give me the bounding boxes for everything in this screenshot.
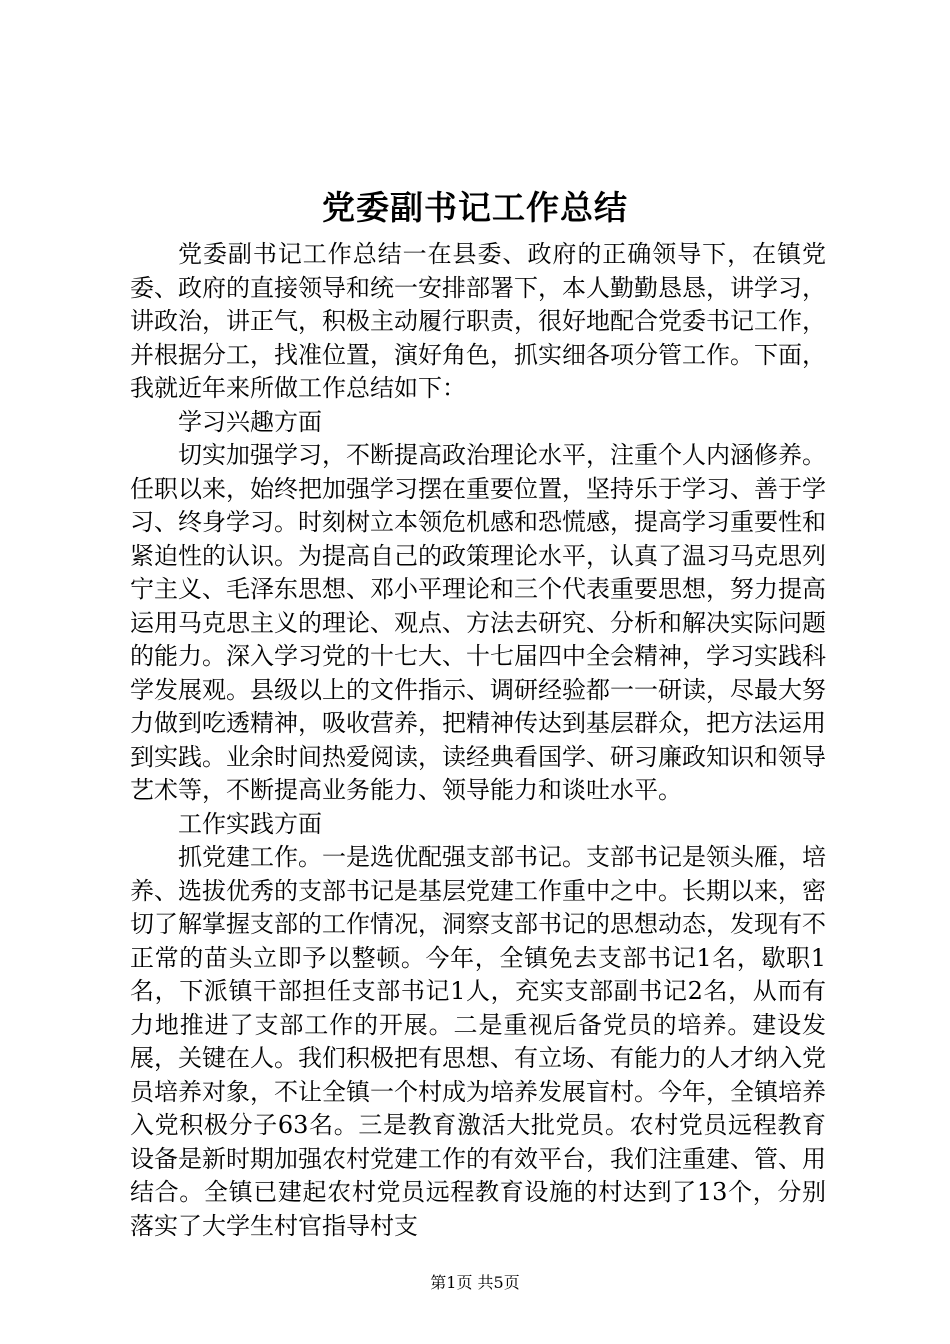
document-body: [130, 238, 826, 1243]
section-heading-practice: 工作实践方面: [178, 809, 322, 838]
paragraph-intro: 党委副书记工作总结一在县委、政府的正确领导下，在镇党委、政府的直接领导和统一安排部署下，本人勤勤恳恳，讲学习，讲政治，讲正气，积极主动履行职责，很好地配合党委书记工作，并根据分工，找准位置，演好角色，抓实细各项分管工作。下面，我就近年来所做工作总结如下：: [130, 240, 826, 402]
page-number-footer: 第1页 共5页: [430, 1273, 520, 1292]
paragraph-practice: 抓党建工作。一是选优配强支部书记。支部书记是领头雁，培养、选拔优秀的支部书记是基层党建工作重中之中。长期以来，密切了解掌握支部的工作情况，洞察支部书记的思想动态，发现有不正常的苗头立即予以整顿。今年，全镇免去支部书记1名，歇职1名，下派镇干部担任支部书记1人，充实支部副书记2名，从而有力地推进了支部工作的开展。二是重视后备党员的培养。建设发展，关键在人。我们积极把有思想、有立场、有能力的人才纳入党员培养对象，不让全镇一个村成为培养发展盲村。今年，全镇培养入党积极分子63名。三是教育激活大批党员。农村党员远程教育设备是新时期加强农村党建工作的有效平台，我们注重建、管、用结合。全镇已建起农村党员远程教育设施的村达到了13个，分别落实了大学生村官指导村支: [130, 843, 826, 1240]
section-heading-study: 学习兴趣方面: [178, 407, 322, 436]
document-title: 党委副书记工作总结: [322, 188, 628, 227]
paragraph-study: 切实加强学习，不断提高政治理论水平，注重个人内涵修养。任职以来，始终把加强学习摆在重要位置，坚持乐于学习、善于学习、终身学习。时刻树立本领危机感和恐慌感，提高学习重要性和紧迫性的认识。为提高自己的政策理论水平，认真了温习马克思列宁主义、毛泽东思想、邓小平理论和三个代表重要思想，努力提高运用马克思主义的理论、观点、方法去研究、分析和解决实际问题的能力。深入学习党的十七大、十七届四中全会精神，学习实践科学发展观。县级以上的文件指示、调研经验都一一研读，尽最大努力做到吃透精神，吸收营养，把精神传达到基层群众，把方法运用到实践。业余时间热爱阅读，读经典看国学、研习廉政知识和领导艺术等，不断提高业务能力、领导能力和谈吐水平。: [130, 441, 826, 804]
